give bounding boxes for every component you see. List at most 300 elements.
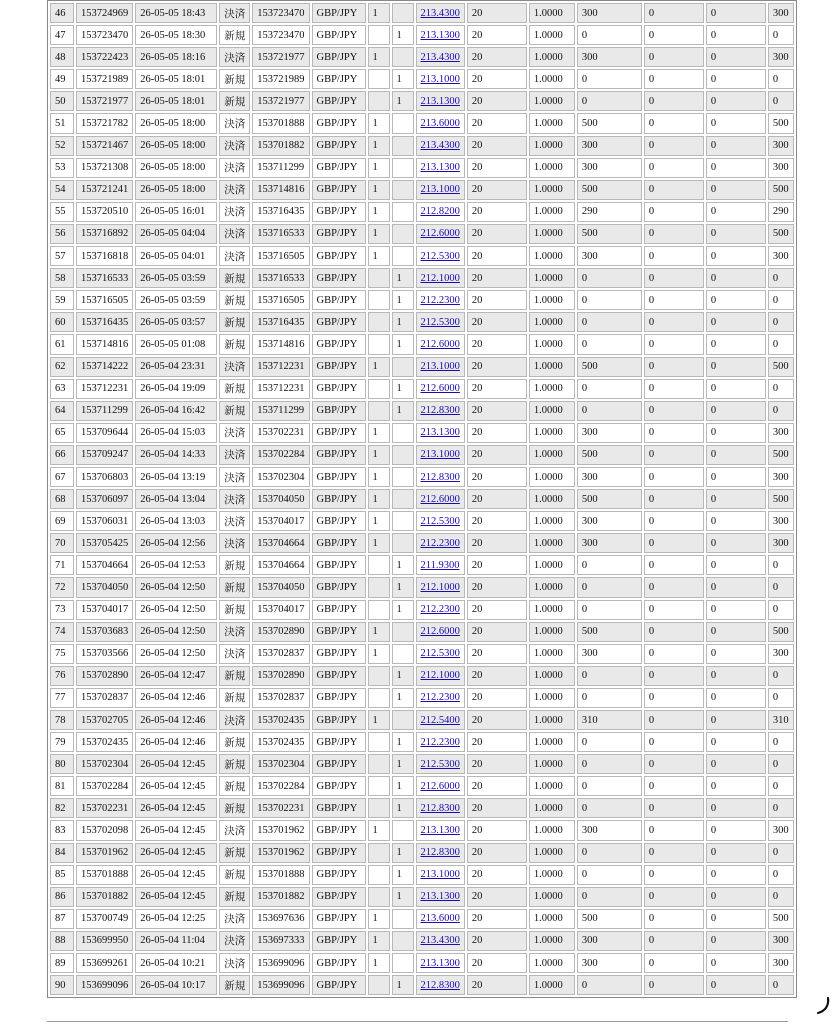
cell-row-number: 56 — [50, 224, 74, 244]
cell-lot-size: 20 — [467, 3, 527, 23]
cell-position-id: 153704050 — [252, 489, 309, 509]
table-row — [50, 136, 794, 156]
cell-total: 300 — [768, 511, 794, 531]
cell-rate: 1.0000 — [529, 798, 575, 818]
price-link[interactable]: 212.5300 — [420, 648, 460, 660]
cell-rate: 1.0000 — [529, 158, 575, 178]
table-row — [50, 666, 794, 686]
cell-row-number: 46 — [50, 3, 74, 23]
cell-buy-qty — [392, 202, 414, 222]
cell-lot-size: 20 — [467, 158, 527, 178]
table-row — [50, 732, 794, 752]
cell-fee: 0 — [644, 246, 704, 266]
cell-total: 0 — [768, 401, 794, 421]
cell-currency-pair: GBP/JPY — [312, 136, 366, 156]
cell-total: 0 — [768, 268, 794, 288]
cell-row-number: 90 — [50, 975, 74, 995]
price-link[interactable]: 212.2300 — [420, 604, 460, 616]
cell-order-id: 153709247 — [76, 445, 133, 465]
cell-trade-type: 新規 — [219, 69, 250, 89]
cell-datetime: 26-05-04 12:46 — [135, 688, 217, 708]
cell-rate: 1.0000 — [529, 47, 575, 67]
cell-row-number: 55 — [50, 202, 74, 222]
cell-order-id: 153699261 — [76, 953, 133, 973]
cell-order-id: 153724969 — [76, 3, 133, 23]
cell-lot-size: 20 — [467, 312, 527, 332]
price-link[interactable]: 213.1000 — [420, 73, 460, 85]
cell-profit: 300 — [577, 511, 642, 531]
cell-buy-qty — [392, 644, 414, 664]
price-link[interactable]: 213.1000 — [420, 449, 460, 461]
cell-datetime: 26-05-04 12:50 — [135, 622, 217, 642]
price-link[interactable]: 212.8200 — [420, 206, 460, 218]
cell-sell-qty: 1 — [368, 47, 390, 67]
price-link[interactable]: 212.6000 — [420, 780, 460, 792]
cell-lot-size: 20 — [467, 953, 527, 973]
cell-position-id: 153716505 — [252, 290, 309, 310]
cell-price-link — [416, 555, 465, 575]
cell-rate: 1.0000 — [529, 136, 575, 156]
price-link[interactable]: 213.1000 — [420, 361, 460, 373]
cell-trade-type: 決済 — [219, 622, 250, 642]
bottom-divider — [47, 1021, 788, 1022]
cell-currency-pair: GBP/JPY — [312, 577, 366, 597]
table-row — [50, 202, 794, 222]
price-link[interactable]: 213.1300 — [420, 427, 460, 439]
cell-fee: 0 — [644, 334, 704, 354]
price-link[interactable]: 213.6000 — [420, 913, 460, 925]
cell-trade-type: 新規 — [219, 666, 250, 686]
cell-lot-size: 20 — [467, 843, 527, 863]
price-link[interactable]: 212.8300 — [420, 405, 460, 417]
cell-swap: 0 — [706, 379, 766, 399]
cell-rate: 1.0000 — [529, 754, 575, 774]
price-link[interactable]: 212.1000 — [420, 272, 460, 284]
cell-rate: 1.0000 — [529, 975, 575, 995]
cell-swap: 0 — [706, 953, 766, 973]
cell-rate: 1.0000 — [529, 710, 575, 730]
cell-lot-size: 20 — [467, 91, 527, 111]
cell-fee: 0 — [644, 158, 704, 178]
cell-order-id: 153722423 — [76, 47, 133, 67]
cell-price-link — [416, 843, 465, 863]
cell-row-number: 81 — [50, 776, 74, 796]
cell-rate: 1.0000 — [529, 666, 575, 686]
cell-profit: 0 — [577, 776, 642, 796]
cell-rate: 1.0000 — [529, 334, 575, 354]
trade-history-table — [47, 0, 797, 998]
table-row — [50, 268, 794, 288]
cell-currency-pair: GBP/JPY — [312, 865, 366, 885]
cell-rate: 1.0000 — [529, 843, 575, 863]
cell-currency-pair: GBP/JPY — [312, 600, 366, 620]
price-link[interactable]: 212.8300 — [420, 847, 460, 859]
cell-profit: 0 — [577, 600, 642, 620]
cell-position-id: 153716533 — [252, 268, 309, 288]
cell-order-id: 153704664 — [76, 555, 133, 575]
cell-lot-size: 20 — [467, 887, 527, 907]
cell-price-link — [416, 47, 465, 67]
price-link[interactable]: 211.9300 — [420, 559, 460, 571]
cell-position-id: 153714816 — [252, 180, 309, 200]
cell-datetime: 26-05-04 10:17 — [135, 975, 217, 995]
price-link[interactable]: 212.2300 — [420, 692, 460, 704]
cell-lot-size: 20 — [467, 136, 527, 156]
cell-currency-pair: GBP/JPY — [312, 931, 366, 951]
cell-currency-pair: GBP/JPY — [312, 953, 366, 973]
cell-row-number: 68 — [50, 489, 74, 509]
cell-currency-pair: GBP/JPY — [312, 202, 366, 222]
cell-profit: 0 — [577, 798, 642, 818]
cell-profit: 300 — [577, 423, 642, 443]
cell-currency-pair: GBP/JPY — [312, 91, 366, 111]
cell-profit: 300 — [577, 644, 642, 664]
cell-currency-pair: GBP/JPY — [312, 887, 366, 907]
cell-profit: 0 — [577, 268, 642, 288]
cell-row-number: 50 — [50, 91, 74, 111]
price-link[interactable]: 212.1000 — [420, 670, 460, 682]
price-link[interactable]: 212.6000 — [420, 228, 460, 240]
cell-sell-qty: 1 — [368, 246, 390, 266]
cell-order-id: 153706097 — [76, 489, 133, 509]
cell-trade-type: 決済 — [219, 467, 250, 487]
cell-sell-qty — [368, 688, 390, 708]
cell-currency-pair: GBP/JPY — [312, 909, 366, 929]
cell-swap: 0 — [706, 577, 766, 597]
cell-buy-qty: 1 — [392, 754, 414, 774]
price-link[interactable]: 212.1000 — [420, 581, 460, 593]
price-link[interactable]: 212.8300 — [420, 471, 460, 483]
table-row — [50, 600, 794, 620]
price-link[interactable]: 213.4300 — [420, 51, 460, 63]
cell-lot-size: 20 — [467, 113, 527, 133]
cell-profit: 0 — [577, 379, 642, 399]
price-link[interactable]: 212.8300 — [420, 802, 460, 814]
cell-datetime: 26-05-05 18:43 — [135, 3, 217, 23]
cell-row-number: 61 — [50, 334, 74, 354]
cell-profit: 500 — [577, 224, 642, 244]
cell-price-link — [416, 445, 465, 465]
cell-row-number: 63 — [50, 379, 74, 399]
price-link[interactable]: 212.2300 — [420, 537, 460, 549]
cell-position-id: 153701882 — [252, 136, 309, 156]
table-row — [50, 975, 794, 995]
cell-sell-qty — [368, 268, 390, 288]
table-row — [50, 401, 794, 421]
cell-price-link — [416, 3, 465, 23]
cell-buy-qty — [392, 246, 414, 266]
cell-swap: 0 — [706, 754, 766, 774]
cell-order-id: 153702231 — [76, 798, 133, 818]
cell-position-id: 153704017 — [252, 600, 309, 620]
cell-trade-type: 新規 — [219, 577, 250, 597]
cell-swap: 0 — [706, 931, 766, 951]
cell-total: 0 — [768, 732, 794, 752]
price-link[interactable]: 212.6000 — [420, 338, 460, 350]
cell-lot-size: 20 — [467, 511, 527, 531]
cell-swap: 0 — [706, 732, 766, 752]
cell-lot-size: 20 — [467, 69, 527, 89]
cell-datetime: 26-05-04 12:50 — [135, 600, 217, 620]
cell-buy-qty — [392, 931, 414, 951]
cell-swap: 0 — [706, 180, 766, 200]
table-row — [50, 798, 794, 818]
price-link[interactable]: 213.1300 — [420, 29, 460, 41]
cell-fee: 0 — [644, 754, 704, 774]
price-link[interactable]: 212.5400 — [420, 714, 460, 726]
cell-price-link — [416, 91, 465, 111]
price-link[interactable]: 212.6000 — [420, 383, 460, 395]
cell-buy-qty: 1 — [392, 688, 414, 708]
cell-position-id: 153701962 — [252, 843, 309, 863]
cell-total: 0 — [768, 975, 794, 995]
cell-position-id: 153702837 — [252, 688, 309, 708]
cell-order-id: 153721989 — [76, 69, 133, 89]
cell-sell-qty: 1 — [368, 644, 390, 664]
cell-total: 310 — [768, 710, 794, 730]
cell-datetime: 26-05-05 18:00 — [135, 113, 217, 133]
cell-lot-size: 20 — [467, 555, 527, 575]
cell-total: 0 — [768, 334, 794, 354]
price-link[interactable]: 212.2300 — [420, 736, 460, 748]
price-link[interactable]: 212.6000 — [420, 493, 460, 505]
cell-position-id: 153702284 — [252, 776, 309, 796]
cell-row-number: 51 — [50, 113, 74, 133]
cell-swap: 0 — [706, 246, 766, 266]
table-row — [50, 887, 794, 907]
cell-buy-qty: 1 — [392, 69, 414, 89]
cell-profit: 300 — [577, 467, 642, 487]
cell-price-link — [416, 401, 465, 421]
cell-datetime: 26-05-05 16:01 — [135, 202, 217, 222]
cell-profit: 0 — [577, 975, 642, 995]
table-row — [50, 931, 794, 951]
cell-profit: 0 — [577, 577, 642, 597]
cell-sell-qty: 1 — [368, 622, 390, 642]
cell-sell-qty — [368, 732, 390, 752]
cell-lot-size: 20 — [467, 379, 527, 399]
cell-price-link — [416, 312, 465, 332]
trade-history-body — [50, 3, 794, 995]
cell-profit: 290 — [577, 202, 642, 222]
price-link[interactable]: 213.1300 — [420, 162, 460, 174]
cell-row-number: 73 — [50, 600, 74, 620]
cell-currency-pair: GBP/JPY — [312, 666, 366, 686]
cell-row-number: 67 — [50, 467, 74, 487]
cell-rate: 1.0000 — [529, 423, 575, 443]
cell-price-link — [416, 577, 465, 597]
cell-buy-qty: 1 — [392, 887, 414, 907]
cell-position-id: 153723470 — [252, 3, 309, 23]
price-link[interactable]: 213.1300 — [420, 891, 460, 903]
price-link[interactable]: 213.1300 — [420, 957, 460, 969]
cell-buy-qty — [392, 224, 414, 244]
cell-trade-type: 決済 — [219, 931, 250, 951]
cell-buy-qty: 1 — [392, 334, 414, 354]
cell-profit: 500 — [577, 357, 642, 377]
cell-position-id: 153702435 — [252, 710, 309, 730]
cell-sell-qty — [368, 754, 390, 774]
cell-trade-type: 決済 — [219, 423, 250, 443]
cell-trade-type: 新規 — [219, 334, 250, 354]
cell-profit: 300 — [577, 246, 642, 266]
cell-profit: 310 — [577, 710, 642, 730]
cell-profit: 300 — [577, 158, 642, 178]
cell-currency-pair: GBP/JPY — [312, 246, 366, 266]
cell-datetime: 26-05-05 18:01 — [135, 69, 217, 89]
cell-fee: 0 — [644, 688, 704, 708]
cell-fee: 0 — [644, 489, 704, 509]
cell-total: 0 — [768, 577, 794, 597]
cell-order-id: 153701882 — [76, 887, 133, 907]
cell-lot-size: 20 — [467, 533, 527, 553]
cell-buy-qty: 1 — [392, 25, 414, 45]
price-link[interactable]: 212.8300 — [420, 979, 460, 991]
cell-swap: 0 — [706, 600, 766, 620]
cell-profit: 300 — [577, 533, 642, 553]
cell-fee: 0 — [644, 180, 704, 200]
cell-currency-pair: GBP/JPY — [312, 224, 366, 244]
cell-price-link — [416, 136, 465, 156]
price-link[interactable]: 213.1000 — [420, 869, 460, 881]
cell-row-number: 74 — [50, 622, 74, 642]
cell-profit: 0 — [577, 312, 642, 332]
cell-position-id: 153716435 — [252, 312, 309, 332]
cell-fee: 0 — [644, 776, 704, 796]
price-link[interactable]: 213.1300 — [420, 825, 460, 837]
cell-total: 300 — [768, 158, 794, 178]
cell-sell-qty: 1 — [368, 423, 390, 443]
cell-order-id: 153702890 — [76, 666, 133, 686]
cell-sell-qty: 1 — [368, 710, 390, 730]
cell-buy-qty: 1 — [392, 843, 414, 863]
price-link[interactable]: 212.5300 — [420, 250, 460, 262]
price-link[interactable]: 212.2300 — [420, 294, 460, 306]
cell-currency-pair: GBP/JPY — [312, 379, 366, 399]
cell-rate: 1.0000 — [529, 445, 575, 465]
cell-datetime: 26-05-04 12:46 — [135, 710, 217, 730]
cell-buy-qty: 1 — [392, 732, 414, 752]
price-link[interactable]: 213.1300 — [420, 95, 460, 107]
cell-trade-type: 新規 — [219, 600, 250, 620]
cell-price-link — [416, 246, 465, 266]
cell-profit: 300 — [577, 47, 642, 67]
cell-order-id: 153711299 — [76, 401, 133, 421]
cell-rate: 1.0000 — [529, 91, 575, 111]
cell-swap: 0 — [706, 47, 766, 67]
cell-lot-size: 20 — [467, 401, 527, 421]
cell-trade-type: 決済 — [219, 113, 250, 133]
cell-swap: 0 — [706, 820, 766, 840]
cell-lot-size: 20 — [467, 820, 527, 840]
cell-price-link — [416, 887, 465, 907]
price-link[interactable]: 212.5300 — [420, 316, 460, 328]
cell-row-number: 82 — [50, 798, 74, 818]
cell-datetime: 26-05-04 12:50 — [135, 577, 217, 597]
cell-total: 0 — [768, 798, 794, 818]
cell-row-number: 72 — [50, 577, 74, 597]
cell-row-number: 88 — [50, 931, 74, 951]
cell-fee: 0 — [644, 666, 704, 686]
cell-price-link — [416, 69, 465, 89]
price-link[interactable]: 213.4300 — [420, 140, 460, 152]
cell-buy-qty — [392, 3, 414, 23]
cell-buy-qty — [392, 180, 414, 200]
cell-fee: 0 — [644, 931, 704, 951]
cell-row-number: 52 — [50, 136, 74, 156]
cell-trade-type: 決済 — [219, 136, 250, 156]
price-link[interactable]: 212.6000 — [420, 626, 460, 638]
cell-order-id: 153723470 — [76, 25, 133, 45]
table-row — [50, 224, 794, 244]
cell-buy-qty: 1 — [392, 865, 414, 885]
cell-total: 0 — [768, 843, 794, 863]
cell-row-number: 79 — [50, 732, 74, 752]
cell-currency-pair: GBP/JPY — [312, 180, 366, 200]
cell-sell-qty — [368, 887, 390, 907]
cell-swap: 0 — [706, 710, 766, 730]
cell-swap: 0 — [706, 202, 766, 222]
cell-trade-type: 新規 — [219, 25, 250, 45]
cell-position-id: 153697333 — [252, 931, 309, 951]
cell-row-number: 60 — [50, 312, 74, 332]
cell-fee: 0 — [644, 290, 704, 310]
price-link[interactable]: 213.4300 — [420, 935, 460, 947]
cell-order-id: 153702284 — [76, 776, 133, 796]
cell-currency-pair: GBP/JPY — [312, 312, 366, 332]
cell-buy-qty — [392, 423, 414, 443]
cell-price-link — [416, 423, 465, 443]
cell-trade-type: 決済 — [219, 953, 250, 973]
cell-buy-qty — [392, 710, 414, 730]
cell-buy-qty — [392, 533, 414, 553]
cell-currency-pair: GBP/JPY — [312, 401, 366, 421]
cell-fee: 0 — [644, 113, 704, 133]
cell-fee: 0 — [644, 622, 704, 642]
cell-price-link — [416, 688, 465, 708]
price-link[interactable]: 213.4300 — [420, 7, 460, 19]
cell-buy-qty: 1 — [392, 401, 414, 421]
price-link[interactable]: 212.5300 — [420, 515, 460, 527]
cell-rate: 1.0000 — [529, 577, 575, 597]
price-link[interactable]: 213.6000 — [420, 118, 460, 130]
cell-profit: 0 — [577, 25, 642, 45]
table-row — [50, 776, 794, 796]
cell-trade-type: 決済 — [219, 489, 250, 509]
cell-rate: 1.0000 — [529, 953, 575, 973]
cell-price-link — [416, 334, 465, 354]
cell-total: 0 — [768, 754, 794, 774]
cell-currency-pair: GBP/JPY — [312, 754, 366, 774]
cell-order-id: 153700749 — [76, 909, 133, 929]
cell-order-id: 153703683 — [76, 622, 133, 642]
cell-order-id: 153702705 — [76, 710, 133, 730]
cell-fee: 0 — [644, 467, 704, 487]
cell-datetime: 26-05-05 03:59 — [135, 290, 217, 310]
cell-row-number: 76 — [50, 666, 74, 686]
cell-sell-qty — [368, 865, 390, 885]
cell-datetime: 26-05-04 12:47 — [135, 666, 217, 686]
cell-trade-type: 決済 — [219, 3, 250, 23]
cell-swap: 0 — [706, 312, 766, 332]
cell-trade-type: 決済 — [219, 180, 250, 200]
cell-order-id: 153721782 — [76, 113, 133, 133]
cell-fee: 0 — [644, 357, 704, 377]
price-link[interactable]: 213.1000 — [420, 184, 460, 196]
price-link[interactable]: 212.5300 — [420, 758, 460, 770]
cell-price-link — [416, 931, 465, 951]
table-row — [50, 69, 794, 89]
